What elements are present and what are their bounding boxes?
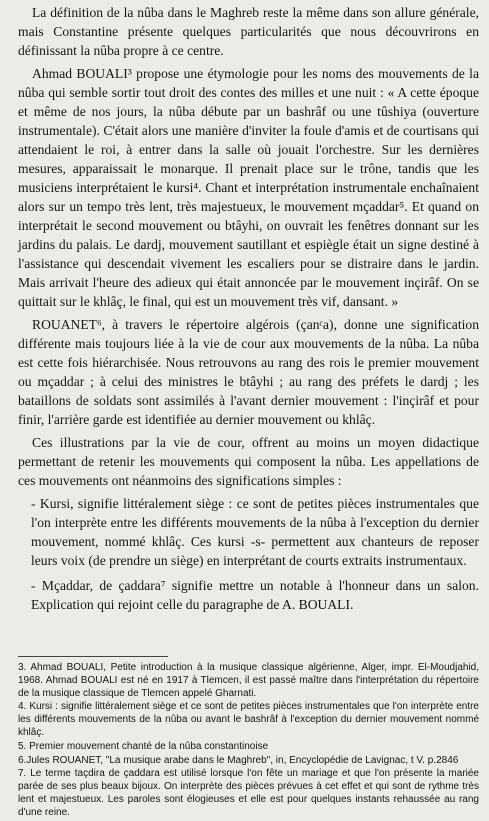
footnotes — [18, 662, 479, 821]
list-item-kursi: - Kursi, signifie littéralement siège : ce sont de petites pièces instrumentales que l'on interprète entre les différents mouvements de la nûba à l'exception du dernier mouvement, nommé khlâç. Ces kursi -s- permettent aux chanteurs de reposer leurs voix (de prendre un siège) en interprétant de courts extraits instrumentaux. — [31, 496, 479, 568]
paragraph-rouanet: ROUANET⁶, à travers le répertoire algérois (çanᶜa), donne une signification différente mais toujours liée à la vie de cour aux mouvements de la nûba. La nûba est cette fois hiérarchisée. Nous retrouvons au rang des rois le premier mouvement ou mçaddar ; à celui des ministres le btâyhi ; au rang des préfets le dardj ; les bataillons de soldats sont assimilés à l'avant dernier mouvement : l'inçirâf et pour finir, l'arrière garde est identifiée au dernier mouvement ou khlâç. — [18, 317, 479, 427]
paragraph-bouali: Ahmad BOUALI³ propose une étymologie pour les noms des mouvements de la nûba qui semble sortir tout droit des contes des milles et une nuit : « A cette époque et même de nos jours, la nûba débute par un bashrâf ou une tûshiya (ouverture instrumentale). C'était alors une manière d'inviter la foule d'amis et de courtisans qui attendaient le roi, à entrer dans la salle où jouait l'orchestre. Sur les dernières mesures, apparaissait le monarque. Il prenait place sur le trône, tandis que les musiciens interprétaient le kursi⁴. Chant et interprétation instrumentale enchaînaient alors sur un tempo très lent, très majestueux, le mouvement mçaddar⁵. Et quand on interprétait le second mouvement ou btâyhi, on ouvrait les fenêtres donnant sur les jardins du palais. Le dardj, mouvement sautillant et espiègle était un signe destiné à l'assistance qui descendait vivement les escaliers pour se distraire dans le jardin. Mais arrivait l'heure des adieux qui était annoncée par le mouvement inçirâf. On se quittait sur le khlâç, le final, qui est un mouvement très vif, dansant. » — [18, 66, 479, 309]
list-item-mcaddar: - Mçaddar, de çaddara⁷ signifie mettre un notable à l'honneur dans un salon. Explication qui rejoint celle du paragraphe de A. BOUALI. — [31, 578, 479, 612]
footnote-separator — [18, 656, 168, 657]
footnote-4: 4. Kursi : signifie littéralement siège et ce sont de petites pièces instrumentales que l'on interprète entre les différents mouvements de la nûba ou avant le bashrâf à l'exception du dernier mouvement nommé khlâç. — [18, 701, 479, 738]
footnote-6: 6.Jules ROUANET, "La musique arabe dans le Maghreb", in, Encyclopédie de Lavignac, t V. p.2846 — [18, 754, 459, 766]
footnote-5: 5. Premier mouvement chanté de la nûba constantinoise — [18, 740, 269, 752]
paragraph-intro: La définition de la nûba dans le Maghreb reste la même dans son allure générale, mais Constantine présente quelques particularités que nous découvrirons en définissant la nûba propre à ce centre. — [18, 5, 479, 58]
main-text — [18, 3, 479, 620]
paragraph-illustrations: Ces illustrations par la vie de cour, offrent au moins un moyen didactique permettant de retenir les mouvements qui composent la nûba. Les appellations de ces mouvements ont néanmoins des significations simples : — [18, 435, 479, 488]
footnote-7: 7. Le terme taçdira de çaddara est utilisé lorsque l'on fête un mariage et que l'on présente la mariée parée de ses plus beaux bijoux. On interprète des pièces prévues à cet effet et qui sont de rythme très lent et majestueux. Les paroles sont élogieuses et elle est pour quelques instants rehaussée au rang d'une reine. — [18, 768, 479, 818]
footnote-3: 3. Ahmad BOUALI, Petite introduction à la musique classique algérienne, Alger, impr. El-Moudjahid, 1968. Ahmad BOUALI est né en 1917 à Tlemcen, il est passé maître dans l'interprétation du répertoire de la musique classique de Tlemcen appelé Gharnati. — [18, 662, 479, 699]
